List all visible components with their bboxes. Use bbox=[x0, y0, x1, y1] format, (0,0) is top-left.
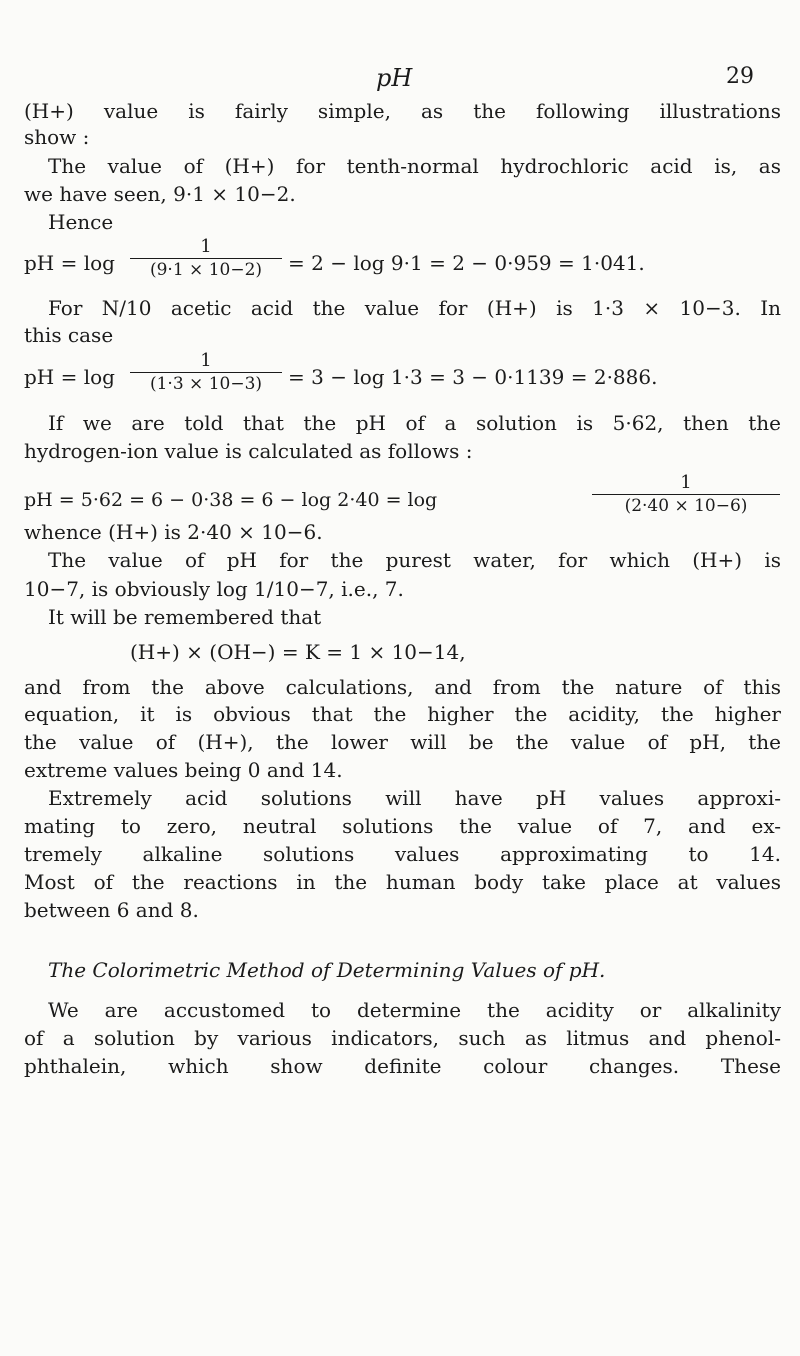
text-line: this case bbox=[24, 323, 114, 347]
equation-rhs: = 2 − log 9·1 = 2 − 0·959 = 1·041. bbox=[288, 251, 645, 275]
text-line: mating to zero, neutral solutions the value of 7, and ex- bbox=[24, 814, 781, 838]
text-line: Extremely acid solutions will have pH values approxi- bbox=[48, 786, 781, 810]
fraction bbox=[130, 236, 282, 281]
text-line: the value of (H+), the lower will be the value of pH, the bbox=[24, 730, 781, 754]
text-line: (H+) value is fairly simple, as the following illustrations bbox=[24, 99, 781, 123]
text-line: The value of pH for the purest water, for which (H+) is bbox=[48, 548, 781, 572]
text-line: Hence bbox=[48, 210, 114, 234]
text-line: equation, it is obvious that the higher the acidity, the higher bbox=[24, 702, 781, 726]
page-number: 29 bbox=[726, 64, 754, 89]
text-line: phthalein, which show definite colour changes. These bbox=[24, 1054, 781, 1078]
fraction bbox=[592, 472, 780, 517]
equation-rhs: = 3 − log 1·3 = 3 − 0·1139 = 2·886. bbox=[288, 365, 658, 389]
text-line: hydrogen-ion value is calculated as follows : bbox=[24, 439, 473, 463]
fraction-numerator: 1 bbox=[200, 236, 212, 257]
text-line: show : bbox=[24, 125, 90, 149]
text-line: of a solution by various indicators, such as litmus and phenol- bbox=[24, 1026, 781, 1050]
fraction bbox=[130, 350, 282, 395]
text-line: For N/10 acetic acid the value for (H+) is 1·3 × 10−3. In bbox=[48, 296, 781, 320]
text-line: between 6 and 8. bbox=[24, 898, 199, 922]
section-heading: The Colorimetric Method of Determining Values of pH. bbox=[48, 958, 606, 982]
text-line: we have seen, 9·1 × 10−2. bbox=[24, 182, 296, 206]
text-line: Most of the reactions in the human body take place at values bbox=[24, 870, 781, 894]
fraction-denominator: (9·1 × 10−2) bbox=[149, 260, 263, 280]
fraction-numerator: 1 bbox=[200, 350, 212, 371]
equation-lhs: pH = log bbox=[24, 365, 115, 389]
text-line: It will be remembered that bbox=[48, 605, 322, 629]
text-line: tremely alkaline solutions values approximating to 14. bbox=[24, 842, 781, 866]
equation-lhs: pH = log bbox=[24, 251, 115, 275]
text-line: 10−7, is obviously log 1/10−7, i.e., 7. bbox=[24, 577, 404, 601]
fraction-denominator: (1·3 × 10−3) bbox=[149, 374, 263, 394]
text-line: We are accustomed to determine the acidity or alkalinity bbox=[48, 998, 781, 1022]
fraction-denominator: (2·40 × 10−6) bbox=[624, 496, 748, 516]
text-line: and from the above calculations, and from the nature of this bbox=[24, 675, 781, 699]
fraction-numerator: 1 bbox=[680, 472, 692, 493]
equation: (H+) × (OH−) = K = 1 × 10−14, bbox=[130, 640, 466, 664]
text-line: The value of (H+) for tenth-normal hydrochloric acid is, as bbox=[48, 154, 781, 178]
running-title: pH bbox=[376, 64, 413, 92]
text-line: If we are told that the pH of a solution is 5·62, then the bbox=[48, 411, 781, 435]
equation-lhs: pH = 5·62 = 6 − 0·38 = 6 − log 2·40 = log bbox=[24, 489, 438, 511]
text-line: extreme values being 0 and 14. bbox=[24, 758, 343, 782]
text-line: whence (H+) is 2·40 × 10−6. bbox=[24, 520, 323, 544]
